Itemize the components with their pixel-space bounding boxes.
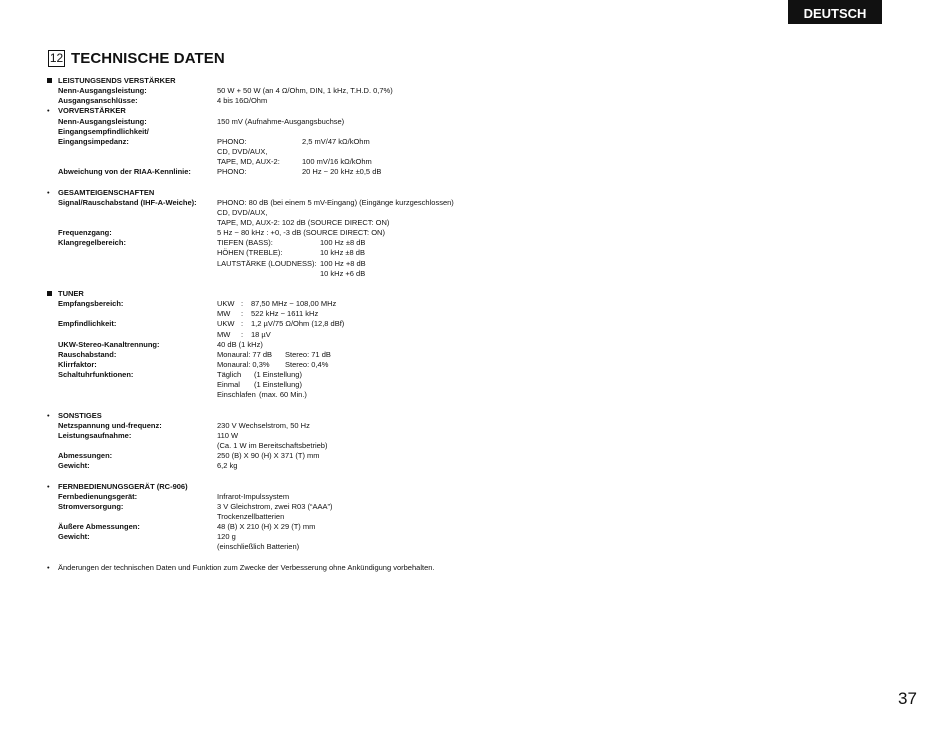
spec-label: Frequenzgang: (58, 228, 112, 238)
spec-separator: : (241, 329, 244, 339)
spec-value: 87,50 MHz ~ 108,00 MHz (251, 299, 337, 309)
spec-value: 120 g (217, 532, 236, 542)
dot-bullet-icon: • (47, 106, 50, 116)
spec-separator: : (241, 319, 244, 329)
spec-value: 1,2 µV/75 Ω/Ohm (12,8 dBf) (251, 319, 345, 329)
spec-row (0, 350, 950, 360)
spec-value: 50 W + 50 W (an 4 Ω/Ohm, DIN, 1 kHz, T.H.D. 0,7%) (217, 86, 393, 96)
spec-value: 48 (B) X 210 (H) X 29 (T) mm (217, 522, 316, 532)
spec-label: Rauschabstand: (58, 349, 117, 359)
spec-label: Gewicht: (58, 461, 90, 471)
dot-bullet-icon: • (47, 481, 50, 491)
spec-row (0, 461, 950, 471)
spec-value: Täglich (217, 370, 242, 380)
spec-value: 3 V Gleichstrom, zwei R03 (“AAA”) (217, 501, 333, 511)
spec-label: Signal/Rauschabstand (IHF-A-Weiche): (58, 197, 197, 207)
spec-value: Monaural: 0,3% (217, 359, 270, 369)
dot-bullet-icon: • (47, 562, 50, 572)
spec-row (0, 319, 950, 329)
spec-row (0, 542, 950, 552)
spec-value: 100 Hz ±8 dB (320, 238, 366, 248)
footnote: Änderungen der technischen Daten und Funktion zum Zwecke der Verbesserung ohne Ankündigung vorbehalten. (58, 562, 435, 572)
spec-row (0, 259, 950, 269)
section-number: 12 (49, 51, 64, 65)
spec-row (0, 451, 950, 461)
section-header: GESAMTEIGENSCHAFTEN (58, 187, 155, 197)
spec-label: Empfangsbereich: (58, 299, 124, 309)
dot-bullet-icon: • (47, 187, 50, 197)
spec-value: Monaural: 77 dB (217, 349, 273, 359)
spec-row (0, 299, 950, 309)
spec-label: Eingangsempfindlichkeit/ (58, 126, 149, 136)
spec-value: 150 mV (Aufnahme-Ausgangsbuchse) (217, 116, 345, 126)
square-bullet-icon (47, 289, 52, 299)
pre-header-row (0, 106, 950, 116)
spec-row (0, 380, 950, 390)
section-header: TUNER (58, 288, 84, 298)
spec-value: 230 V Wechselstrom, 50 Hz (217, 420, 310, 430)
spec-value: MW (217, 329, 231, 339)
spec-value: 20 Hz ~ 20 kHz ±0,5 dB (302, 167, 382, 177)
section-header: VORVERSTÄRKER (58, 106, 126, 116)
spec-content (0, 76, 950, 573)
misc-header-row (0, 411, 950, 421)
spec-row (0, 330, 950, 340)
section-header: SONSTIGES (58, 410, 102, 420)
spec-row (0, 390, 950, 400)
spec-value: Infrarot-Impulssystem (217, 491, 290, 501)
spec-value: CD, DVD/AUX, (217, 146, 268, 156)
spec-value: (einschließlich Batterien) (217, 542, 300, 552)
spec-value: 10 kHz ±8 dB (320, 248, 365, 258)
spec-value: Stereo: 0,4% (285, 359, 329, 369)
spec-value: TAPE, MD, AUX-2: 102 dB (SOURCE DIRECT: ON) (217, 217, 390, 227)
spec-row (0, 360, 950, 370)
spec-value: (Ca. 1 W im Bereitschaftsbetrieb) (217, 441, 328, 451)
language-tab: DEUTSCH (788, 0, 882, 24)
spec-label: Gewicht: (58, 532, 90, 542)
spec-value: 40 dB (1 kHz) (217, 339, 263, 349)
remote-header-row (0, 482, 950, 492)
spec-value: 5 Hz ~ 80 kHz : +0, -3 dB (SOURCE DIRECT: ON) (217, 228, 385, 238)
spec-value: 522 kHz ~ 1611 kHz (251, 309, 319, 319)
spec-row (0, 167, 950, 177)
spec-value: Stereo: 71 dB (285, 349, 331, 359)
spec-label: Netzspannung und-frequenz: (58, 420, 162, 430)
spec-row (0, 147, 950, 157)
spec-label: Klirrfaktor: (58, 359, 97, 369)
spec-label: Ausgangsanschlüsse: (58, 96, 138, 106)
spec-row (0, 502, 950, 512)
spec-value: UKW (217, 319, 235, 329)
spec-value: 4 bis 16Ω/Ohm (217, 96, 268, 106)
spec-value: 100 mV/16 kΩ/kOhm (302, 157, 372, 167)
spec-label: Fernbedienungsgerät: (58, 491, 138, 501)
spec-row (0, 309, 950, 319)
spec-label: Klangregelbereich: (58, 238, 126, 248)
section-header: LEISTUNGSENDS VERSTÄRKER (58, 76, 176, 85)
gen-header-row (0, 188, 950, 198)
spec-label: Abweichung von der RIAA-Kennlinie: (58, 167, 191, 177)
spec-value: HÖHEN (TREBLE): (217, 248, 283, 258)
square-bullet-icon (47, 76, 52, 86)
spec-row (0, 512, 950, 522)
spec-value: TIEFEN (BASS): (217, 238, 273, 248)
spec-separator: : (241, 309, 244, 319)
spec-value: PHONO: 80 dB (bei einem 5 mV-Eingang) (Eingänge kurzgeschlossen) (217, 197, 454, 207)
spec-row (0, 198, 950, 208)
footnote-row (0, 563, 950, 573)
amp-header-row (0, 76, 950, 86)
spec-row (0, 421, 950, 431)
spec-label: Abmessungen: (58, 451, 113, 461)
spec-value: Einmal (217, 380, 240, 390)
spec-value: Einschlafen (217, 390, 256, 400)
spec-label: Stromversorgung: (58, 501, 124, 511)
spec-value: MW (217, 309, 231, 319)
spec-row (0, 137, 950, 147)
dot-bullet-icon: • (47, 410, 50, 420)
spec-row (0, 96, 950, 106)
spec-row (0, 117, 950, 127)
spec-value: (max. 60 Min.) (259, 390, 307, 400)
section-heading (48, 50, 225, 67)
spec-value: Trockenzellbatterien (217, 512, 285, 522)
spec-row (0, 248, 950, 258)
spec-label: Nenn-Ausgangsleistung: (58, 116, 147, 126)
spec-row (0, 441, 950, 451)
spec-label: UKW-Stereo-Kanaltrennung: (58, 339, 160, 349)
spec-row (0, 431, 950, 441)
spec-row (0, 208, 950, 218)
page-title: TECHNISCHE DATEN (71, 50, 225, 67)
spec-value: 250 (B) X 90 (H) X 371 (T) mm (217, 451, 320, 461)
spec-row (0, 492, 950, 502)
spec-row (0, 127, 950, 137)
spec-row (0, 228, 950, 238)
spec-value: PHONO: (217, 167, 247, 177)
spec-value: 100 Hz +8 dB (320, 258, 366, 268)
spec-row (0, 238, 950, 248)
spec-value: UKW (217, 299, 235, 309)
spec-value: CD, DVD/AUX, (217, 207, 268, 217)
spec-value: 18 µV (251, 329, 271, 339)
section-header: FERNBEDIENUNGSGERÄT (RC-906) (58, 481, 188, 491)
spec-label: Schaltuhrfunktionen: (58, 370, 134, 380)
spec-label: Nenn-Ausgangsleistung: (58, 86, 147, 96)
spec-value: (1 Einstellung) (254, 370, 302, 380)
tuner-header-row (0, 289, 950, 299)
spec-separator: : (241, 299, 244, 309)
spec-value: 110 W (217, 430, 239, 440)
spec-row (0, 218, 950, 228)
spec-label: Empfindlichkeit: (58, 319, 117, 329)
spec-value: LAUTSTÄRKE (LOUDNESS): (217, 258, 317, 268)
spec-row (0, 532, 950, 542)
spec-row (0, 340, 950, 350)
spec-label: Eingangsimpedanz: (58, 136, 129, 146)
spec-value: 2,5 mV/47 kΩ/kOhm (302, 136, 370, 146)
spec-label: Äußere Abmessungen: (58, 522, 140, 532)
spec-value: 6,2 kg (217, 461, 238, 471)
spec-value: (1 Einstellung) (254, 380, 302, 390)
spec-row (0, 269, 950, 279)
spec-row (0, 370, 950, 380)
spec-row (0, 86, 950, 96)
spec-value: 10 kHz +6 dB (320, 268, 366, 278)
spec-row (0, 522, 950, 532)
spec-label: Leistungsaufnahme: (58, 430, 132, 440)
page-number: 37 (898, 689, 917, 708)
spec-value: PHONO: (217, 136, 247, 146)
spec-row (0, 157, 950, 167)
spec-value: TAPE, MD, AUX-2: (217, 157, 280, 167)
